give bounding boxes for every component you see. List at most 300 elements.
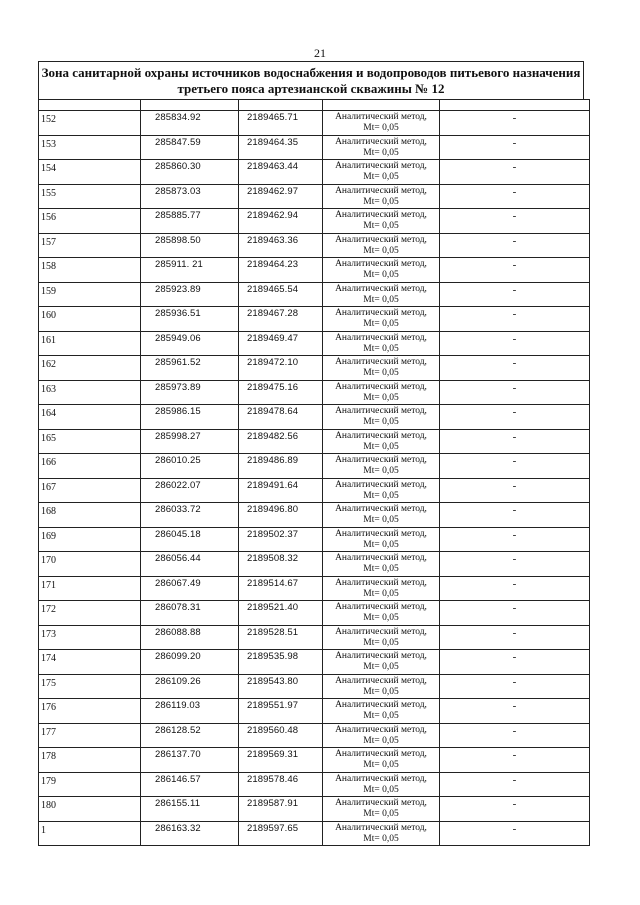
- cell-point-number: [39, 184, 141, 209]
- method-label: Аналитический метод,: [335, 430, 427, 441]
- method-text: [323, 650, 439, 673]
- method-label: Аналитический метод,: [335, 773, 427, 784]
- table-row: [39, 111, 590, 136]
- accuracy-label: Mt= 0,05: [363, 466, 399, 476]
- accuracy-label: Mt= 0,05: [363, 613, 399, 623]
- x-coordinate: 285860.30: [155, 161, 201, 172]
- table-row: [39, 307, 590, 332]
- point-number: 166: [41, 457, 56, 468]
- cell-method: [323, 797, 440, 822]
- cell-point-number: [39, 674, 141, 699]
- method-text: [323, 552, 439, 575]
- point-number: 173: [41, 628, 56, 640]
- cell-error: [440, 135, 590, 160]
- method-text: [323, 724, 439, 747]
- cell-y-coordinate: [239, 233, 323, 258]
- x-coordinate: 286099.20: [155, 651, 201, 662]
- method-text: [323, 675, 439, 698]
- cell-error: [440, 405, 590, 430]
- point-number: 155: [41, 187, 56, 199]
- error-value: -: [512, 185, 517, 198]
- cell-method: [323, 625, 440, 650]
- method-label: Аналитический метод,: [335, 259, 427, 269]
- accuracy-label: Mt= 0,05: [363, 245, 399, 256]
- cell-x-coordinate: [141, 184, 239, 209]
- x-coordinate: 285973.89: [155, 381, 201, 393]
- method-label: Аналитический метод,: [335, 651, 427, 661]
- x-coordinate: 286067.49: [155, 577, 201, 589]
- cell-method: [323, 527, 440, 552]
- x-coordinate: 286119.03: [155, 700, 201, 711]
- cell-method: [323, 821, 440, 846]
- table-row: [39, 478, 590, 503]
- cell-error: [440, 209, 590, 234]
- cell-y-coordinate: [239, 821, 323, 846]
- y-coordinate: 2189482.56: [247, 430, 299, 442]
- method-text: [323, 405, 439, 428]
- error-value: -: [512, 381, 517, 394]
- cell-method: [323, 258, 440, 283]
- cell-point-number: [39, 356, 141, 381]
- table-row: [39, 527, 590, 552]
- table-row: [39, 135, 590, 160]
- y-coordinate: 2189472.10: [247, 357, 299, 368]
- table-row: [39, 821, 590, 846]
- error-value: -: [512, 528, 517, 541]
- cell-point-number: [39, 797, 141, 822]
- method-label: Аналитический метод,: [335, 749, 427, 759]
- cell-y-coordinate: [239, 527, 323, 552]
- x-coordinate: 285898.50: [155, 234, 201, 246]
- y-coordinate: 2189560.48: [247, 724, 299, 736]
- cell-point-number: [39, 307, 141, 332]
- cell-method: [323, 723, 440, 748]
- table-row: [39, 405, 590, 430]
- accuracy-label: Mt= 0,05: [363, 221, 399, 231]
- cell-method: [323, 429, 440, 454]
- x-coordinate: 285998.27: [155, 430, 201, 442]
- point-number: 170: [41, 555, 56, 566]
- point-number: 1: [41, 824, 46, 836]
- error-value: -: [512, 406, 517, 418]
- cell-point-number: [39, 135, 141, 160]
- cell-y-coordinate: [239, 601, 323, 626]
- method-text: [323, 258, 439, 281]
- accuracy-label: Mt= 0,05: [363, 319, 399, 329]
- cell-x-coordinate: [141, 233, 239, 258]
- cell-method: [323, 601, 440, 626]
- coordinates-table: [38, 99, 590, 846]
- y-coordinate: 2189521.40: [247, 602, 299, 613]
- error-value: -: [512, 651, 517, 663]
- cell-error: [440, 380, 590, 405]
- table-row: [39, 748, 590, 773]
- point-number: 159: [41, 285, 56, 297]
- cell-y-coordinate: [239, 160, 323, 185]
- cell-y-coordinate: [239, 772, 323, 797]
- cell-x-coordinate: [141, 699, 239, 724]
- method-text: [323, 111, 439, 134]
- cell-point-number: [39, 331, 141, 356]
- cell-method: [323, 160, 440, 185]
- method-text: [323, 430, 439, 453]
- x-coordinate: 286010.25: [155, 455, 201, 466]
- point-number: 154: [41, 163, 56, 174]
- cell-method: [323, 380, 440, 405]
- x-coordinate: 285923.89: [155, 283, 201, 295]
- y-coordinate: 2189496.80: [247, 504, 299, 515]
- accuracy-label: Mt= 0,05: [363, 417, 399, 427]
- cell-y-coordinate: [239, 307, 323, 332]
- cell-method: [323, 576, 440, 601]
- y-coordinate: 2189462.97: [247, 185, 299, 197]
- x-coordinate: 286056.44: [155, 553, 201, 564]
- accuracy-label: Mt= 0,05: [363, 368, 399, 378]
- accuracy-label: Mt= 0,05: [363, 711, 399, 721]
- table-title: Зона санитарной охраны источников водоснабжения и водопроводов питьевого назначения третьего пояса артезианской скважины № 12: [38, 61, 584, 99]
- error-value: -: [512, 675, 517, 688]
- cell-point-number: [39, 282, 141, 307]
- point-number: 162: [41, 359, 56, 370]
- accuracy-label: Mt= 0,05: [363, 637, 399, 648]
- error-value: -: [512, 234, 517, 247]
- error-value: -: [512, 479, 517, 492]
- method-text: [323, 822, 439, 845]
- y-coordinate: 2189467.28: [247, 308, 299, 319]
- y-coordinate: 2189491.64: [247, 479, 299, 491]
- point-number: 180: [41, 800, 56, 811]
- error-value: -: [512, 136, 517, 149]
- cell-error: [440, 233, 590, 258]
- method-label: Аналитический метод,: [335, 357, 427, 367]
- method-label: Аналитический метод,: [335, 626, 427, 637]
- cell-point-number: [39, 748, 141, 773]
- table-row: [39, 699, 590, 724]
- point-number: 152: [41, 114, 56, 125]
- cell-x-coordinate: [141, 380, 239, 405]
- cell-point-number: [39, 209, 141, 234]
- accuracy-label: Mt= 0,05: [363, 343, 399, 354]
- cell-method: [323, 650, 440, 675]
- point-number: 178: [41, 751, 56, 762]
- cell-point-number: [39, 576, 141, 601]
- cell-error: [440, 601, 590, 626]
- cell-method: [323, 282, 440, 307]
- cell-x-coordinate: [141, 209, 239, 234]
- method-text: [323, 479, 439, 502]
- cell-point-number: [39, 111, 141, 136]
- y-coordinate: 2189535.98: [247, 651, 299, 662]
- x-coordinate: 286146.57: [155, 773, 201, 785]
- error-value: -: [512, 332, 517, 345]
- cell-method: [323, 233, 440, 258]
- accuracy-label: Mt= 0,05: [363, 123, 399, 133]
- cell-x-coordinate: [141, 429, 239, 454]
- cell-point-number: [39, 429, 141, 454]
- y-coordinate: 2189475.16: [247, 381, 299, 393]
- x-coordinate: 285847.59: [155, 136, 201, 148]
- cell-method: [323, 209, 440, 234]
- cell-y-coordinate: [239, 748, 323, 773]
- point-number: 158: [41, 261, 56, 272]
- cell-error: [440, 503, 590, 528]
- error-value: -: [512, 724, 517, 737]
- cell-x-coordinate: [141, 625, 239, 650]
- error-value: -: [512, 626, 517, 639]
- cell-error: [440, 699, 590, 724]
- x-coordinate: 286022.07: [155, 479, 201, 491]
- method-label: Аналитический метод,: [335, 822, 427, 833]
- y-coordinate: 2189465.71: [247, 112, 299, 123]
- y-coordinate: 2189478.64: [247, 406, 299, 417]
- point-number: 172: [41, 604, 56, 615]
- accuracy-label: Mt= 0,05: [363, 294, 399, 305]
- x-coordinate: 285936.51: [155, 308, 201, 319]
- y-coordinate: 2189486.89: [247, 455, 299, 466]
- point-number: 160: [41, 310, 56, 321]
- table-row: [39, 331, 590, 356]
- accuracy-label: Mt= 0,05: [363, 392, 399, 403]
- accuracy-label: Mt= 0,05: [363, 441, 399, 452]
- x-coordinate: 286128.52: [155, 724, 201, 736]
- x-coordinate: 286033.72: [155, 504, 201, 515]
- cell-x-coordinate: [141, 821, 239, 846]
- method-text: [323, 454, 439, 477]
- cell-method: [323, 331, 440, 356]
- error-value: -: [512, 504, 517, 516]
- error-value: -: [512, 430, 517, 443]
- accuracy-label: Mt= 0,05: [363, 588, 399, 599]
- cell-point-number: [39, 380, 141, 405]
- method-text: [323, 503, 439, 526]
- cell-x-coordinate: [141, 527, 239, 552]
- error-value: -: [512, 455, 517, 467]
- cell-y-coordinate: [239, 209, 323, 234]
- cell-point-number: [39, 601, 141, 626]
- table-row: [39, 356, 590, 381]
- cell-y-coordinate: [239, 625, 323, 650]
- cell-y-coordinate: [239, 331, 323, 356]
- cell-x-coordinate: [141, 576, 239, 601]
- cell-point-number: [39, 552, 141, 577]
- method-text: [323, 601, 439, 624]
- accuracy-label: Mt= 0,05: [363, 686, 399, 697]
- cell-error: [440, 625, 590, 650]
- cell-error: [440, 797, 590, 822]
- point-number: 175: [41, 677, 56, 689]
- table-row: [39, 380, 590, 405]
- point-number: 157: [41, 236, 56, 248]
- error-value: -: [512, 553, 517, 565]
- table-row: [39, 184, 590, 209]
- cell-point-number: [39, 258, 141, 283]
- point-number: 174: [41, 653, 56, 664]
- method-text: [323, 381, 439, 404]
- error-value: -: [512, 357, 517, 369]
- table-row: [39, 258, 590, 283]
- x-coordinate: 285911. 21: [155, 259, 203, 270]
- cell-x-coordinate: [141, 601, 239, 626]
- cell-x-coordinate: [141, 478, 239, 503]
- method-label: Аналитический метод,: [335, 455, 427, 465]
- y-coordinate: 2189597.65: [247, 822, 299, 834]
- error-value: -: [512, 749, 517, 761]
- y-coordinate: 2189551.97: [247, 700, 299, 711]
- cell-error: [440, 307, 590, 332]
- x-coordinate: 286155.11: [155, 798, 201, 809]
- cell-x-coordinate: [141, 723, 239, 748]
- accuracy-label: Mt= 0,05: [363, 784, 399, 795]
- x-coordinate: 286045.18: [155, 528, 201, 540]
- method-label: Аналитический метод,: [335, 724, 427, 735]
- cell-point-number: [39, 650, 141, 675]
- point-number: 161: [41, 334, 56, 346]
- method-label: Аналитический метод,: [335, 234, 427, 245]
- cell-method: [323, 552, 440, 577]
- method-text: [323, 283, 439, 306]
- document-body: [38, 61, 584, 846]
- method-label: Аналитический метод,: [335, 602, 427, 612]
- cell-y-coordinate: [239, 135, 323, 160]
- y-coordinate: 2189464.35: [247, 136, 299, 148]
- table-header-spacer: [39, 100, 590, 111]
- cell-y-coordinate: [239, 723, 323, 748]
- cell-y-coordinate: [239, 380, 323, 405]
- method-label: Аналитический метод,: [335, 675, 427, 686]
- point-number: 169: [41, 530, 56, 542]
- cell-y-coordinate: [239, 258, 323, 283]
- cell-error: [440, 160, 590, 185]
- table-row: [39, 429, 590, 454]
- cell-y-coordinate: [239, 576, 323, 601]
- table-row: [39, 160, 590, 185]
- point-number: 168: [41, 506, 56, 517]
- x-coordinate: 285961.52: [155, 357, 201, 368]
- method-label: Аналитический метод,: [335, 798, 427, 808]
- y-coordinate: 2189463.44: [247, 161, 299, 172]
- point-number: 165: [41, 432, 56, 444]
- method-text: [323, 307, 439, 330]
- cell-point-number: [39, 821, 141, 846]
- cell-y-coordinate: [239, 184, 323, 209]
- table-row: [39, 576, 590, 601]
- method-text: [323, 528, 439, 551]
- table-row: [39, 209, 590, 234]
- cell-method: [323, 111, 440, 136]
- cell-error: [440, 429, 590, 454]
- x-coordinate: 286137.70: [155, 749, 201, 760]
- cell-y-coordinate: [239, 356, 323, 381]
- method-label: Аналитический метод,: [335, 700, 427, 710]
- method-text: [323, 185, 439, 208]
- cell-error: [440, 356, 590, 381]
- cell-y-coordinate: [239, 478, 323, 503]
- method-text: [323, 234, 439, 257]
- accuracy-label: Mt= 0,05: [363, 172, 399, 182]
- cell-point-number: [39, 503, 141, 528]
- y-coordinate: 2189465.54: [247, 283, 299, 295]
- y-coordinate: 2189578.46: [247, 773, 299, 785]
- error-value: -: [512, 602, 517, 614]
- table-row: [39, 552, 590, 577]
- method-text: [323, 577, 439, 600]
- cell-error: [440, 258, 590, 283]
- method-label: Аналитический метод,: [335, 406, 427, 416]
- point-number: 153: [41, 138, 56, 150]
- cell-x-coordinate: [141, 160, 239, 185]
- method-text: [323, 160, 439, 183]
- cell-method: [323, 356, 440, 381]
- cell-method: [323, 748, 440, 773]
- table-row: [39, 723, 590, 748]
- x-coordinate: 285885.77: [155, 210, 201, 221]
- method-label: Аналитический метод,: [335, 136, 427, 147]
- method-label: Аналитический метод,: [335, 479, 427, 490]
- x-coordinate: 285834.92: [155, 112, 201, 123]
- point-number: 179: [41, 775, 56, 787]
- cell-error: [440, 111, 590, 136]
- cell-error: [440, 650, 590, 675]
- cell-x-coordinate: [141, 748, 239, 773]
- cell-error: [440, 748, 590, 773]
- cell-y-coordinate: [239, 111, 323, 136]
- cell-error: [440, 674, 590, 699]
- point-number: 164: [41, 408, 56, 419]
- cell-method: [323, 772, 440, 797]
- cell-x-coordinate: [141, 503, 239, 528]
- method-text: [323, 797, 439, 820]
- cell-x-coordinate: [141, 356, 239, 381]
- error-value: -: [512, 112, 517, 124]
- accuracy-label: Mt= 0,05: [363, 515, 399, 525]
- point-number: 176: [41, 702, 56, 713]
- cell-method: [323, 478, 440, 503]
- method-label: Аналитический метод,: [335, 210, 427, 220]
- accuracy-label: Mt= 0,05: [363, 760, 399, 770]
- method-label: Аналитический метод,: [335, 112, 427, 122]
- cell-method: [323, 405, 440, 430]
- method-text: [323, 332, 439, 355]
- cell-point-number: [39, 723, 141, 748]
- point-number: 167: [41, 481, 56, 493]
- y-coordinate: 2189469.47: [247, 332, 299, 344]
- cell-x-coordinate: [141, 552, 239, 577]
- x-coordinate: 285873.03: [155, 185, 201, 197]
- method-text: [323, 773, 439, 796]
- y-coordinate: 2189528.51: [247, 626, 299, 638]
- cell-y-coordinate: [239, 797, 323, 822]
- cell-y-coordinate: [239, 552, 323, 577]
- cell-point-number: [39, 527, 141, 552]
- error-value: -: [512, 308, 517, 320]
- cell-error: [440, 282, 590, 307]
- method-text: [323, 136, 439, 159]
- cell-y-coordinate: [239, 503, 323, 528]
- cell-x-coordinate: [141, 258, 239, 283]
- cell-x-coordinate: [141, 772, 239, 797]
- table-row: [39, 454, 590, 479]
- method-label: Аналитический метод,: [335, 283, 427, 294]
- page-number: 21: [314, 46, 326, 60]
- table-row: [39, 233, 590, 258]
- error-value: -: [512, 773, 517, 786]
- accuracy-label: Mt= 0,05: [363, 147, 399, 158]
- method-label: Аналитический метод,: [335, 504, 427, 514]
- cell-method: [323, 674, 440, 699]
- cell-point-number: [39, 160, 141, 185]
- cell-x-coordinate: [141, 674, 239, 699]
- x-coordinate: 286078.31: [155, 602, 201, 613]
